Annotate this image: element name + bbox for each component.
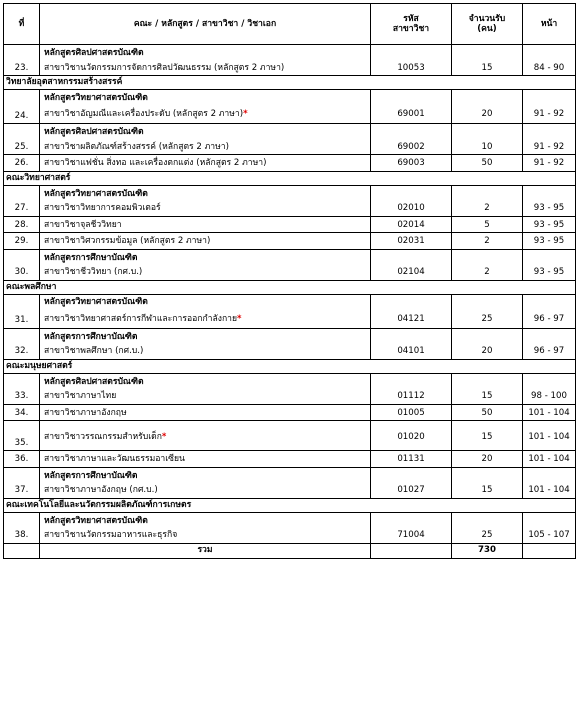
header-no: ที่: [4, 4, 40, 45]
page-range: 84 - 90: [533, 62, 565, 73]
page-range: 93 - 95: [533, 236, 565, 247]
faculty-row: [4, 498, 576, 512]
major-code: 01020: [397, 431, 425, 442]
seat-count: 50: [481, 407, 493, 418]
major-code: 01027: [397, 485, 425, 496]
program-type: หลักสูตรการศึกษาบัณฑิต: [44, 252, 138, 263]
note-asterisk: *: [243, 109, 248, 120]
page-range: 93 - 95: [533, 267, 565, 278]
seat-count: 2: [484, 236, 490, 247]
faculty-name: คณะวิทยาศาสตร์: [4, 171, 576, 185]
page-range: 101 - 104: [528, 485, 570, 496]
program-type: หลักสูตรการศึกษาบัณฑิต: [44, 331, 138, 342]
row-number: 36.: [14, 454, 29, 465]
major-name: สาขาวิชาผลิตภัณฑ์สร้างสรรค์ (หลักสูตร 2 ภาษา): [44, 141, 229, 152]
major-name: สาขาวิชาแฟชั่น สิ่งทอ และเครื่องตกแต่ง (หลักสูตร 2 ภาษา): [44, 158, 267, 169]
major-name: สาขาวิชาภาษาไทย: [44, 391, 117, 402]
total-label: รวม: [40, 543, 371, 558]
major-code: 01005: [397, 407, 425, 418]
major-code: 04121: [397, 313, 425, 324]
table-row: [4, 421, 576, 451]
seat-count: 25: [481, 530, 493, 541]
note-asterisk: *: [161, 431, 167, 442]
program-type: หลักสูตรวิทยาศาสตรบัณฑิต: [44, 515, 148, 526]
major-code: 04101: [397, 346, 425, 357]
table-row: [4, 45, 576, 76]
program-type: หลักสูตรวิทยาศาสตรบัณฑิต: [44, 188, 148, 199]
program-type: หลักสูตรศิลปศาสตรบัณฑิต: [44, 127, 144, 138]
header-program: คณะ / หลักสูตร / สาขาวิชา / วิชาเอก: [40, 4, 371, 45]
header-code: รหัส สาขาวิชา: [371, 4, 452, 45]
program-type: หลักสูตรศิลปศาสตรบัณฑิต: [44, 376, 144, 387]
seat-count: 10: [481, 141, 493, 152]
seat-count: 5: [484, 219, 490, 230]
major-code: 02014: [397, 219, 425, 230]
major-name: สาขาวิชาวิทยาการคอมพิวเตอร์: [44, 203, 161, 214]
major-code: 69003: [397, 158, 425, 169]
major-name: สาขาวิชาวิทยาศาสตร์การกีฬาและการออกกำลังกาย: [44, 313, 238, 324]
table-row: [4, 185, 576, 216]
program-type: หลักสูตรศิลปศาสตรบัณฑิต: [44, 48, 144, 59]
table-row: [4, 512, 576, 543]
major-name: สาขาวิชาภาษาอังกฤษ: [44, 407, 127, 418]
faculty-row: [4, 171, 576, 185]
program-type: หลักสูตรวิทยาศาสตรบัณฑิต: [44, 92, 148, 103]
table-row: [4, 216, 576, 233]
table-row: [4, 233, 576, 250]
major-code: 01131: [397, 454, 425, 465]
table-row: [4, 451, 576, 468]
admission-table-page: [3, 3, 575, 559]
seat-count: 15: [481, 62, 493, 73]
major-name: สาขาวิชาภาษาอังกฤษ (กศ.บ.): [44, 485, 158, 496]
page-range: 91 - 92: [533, 109, 565, 120]
row-number: 37.: [14, 485, 29, 496]
major-code: 02104: [397, 267, 425, 278]
row-number: 27.: [14, 203, 29, 214]
table-row: [4, 249, 576, 280]
major-name: สาขาวิชาวรรณกรรมสำหรับเด็ก: [44, 431, 162, 442]
total-row: [4, 543, 576, 558]
page-range: 96 - 97: [533, 346, 565, 357]
faculty-row: [4, 76, 576, 90]
row-number: 38.: [14, 530, 29, 541]
table-body: [4, 45, 576, 544]
seat-count: 20: [481, 109, 493, 120]
major-code: 01112: [397, 391, 425, 402]
faculty-name: คณะมนุษยศาสตร์: [4, 359, 576, 373]
row-number: 34.: [14, 407, 29, 418]
table-row: [4, 467, 576, 498]
major-name: สาขาวิชาจุลชีววิทยา: [44, 219, 122, 230]
seat-count: 50: [481, 158, 493, 169]
page-range: 93 - 95: [533, 219, 565, 230]
page-range: 98 - 100: [531, 391, 567, 402]
table-header-row: [4, 4, 576, 45]
faculty-row: [4, 280, 576, 294]
table-row: [4, 124, 576, 155]
page-range: 91 - 92: [533, 158, 565, 169]
seat-count: 20: [481, 346, 493, 357]
page-range: 93 - 95: [533, 203, 565, 214]
seat-count: 15: [481, 485, 493, 496]
seat-count: 2: [484, 267, 490, 278]
page-range: 105 - 107: [528, 530, 570, 541]
table-row: [4, 294, 576, 328]
row-number: 23.: [14, 62, 29, 73]
seat-count: 15: [481, 391, 493, 402]
table-row: [4, 404, 576, 421]
faculty-name: คณะเทคโนโลยีและนวัตกรรมผลิตภัณฑ์การเกษตร: [4, 498, 576, 512]
row-number: 35.: [14, 437, 29, 448]
row-number: 24.: [14, 110, 29, 121]
major-name: สาขาวิชาวิศวกรรมข้อมูล (หลักสูตร 2 ภาษา): [44, 236, 211, 247]
row-number: 26.: [14, 158, 29, 169]
header-page: หน้า: [523, 4, 576, 45]
row-number: 32.: [14, 346, 29, 357]
seat-count: 15: [481, 431, 493, 442]
row-number: 29.: [14, 236, 29, 247]
program-type: หลักสูตรการศึกษาบัณฑิต: [44, 470, 138, 481]
major-code: 02031: [397, 236, 425, 247]
major-name: สาขาวิชาภาษาและวัฒนธรรมอาเซียน: [44, 454, 185, 465]
table-row: [4, 373, 576, 404]
page-range: 91 - 92: [533, 141, 565, 152]
row-number: 31.: [14, 315, 29, 326]
table-row: [4, 155, 576, 172]
seat-count: 20: [481, 454, 493, 465]
program-type: หลักสูตรวิทยาศาสตรบัณฑิต: [44, 297, 148, 308]
page-range: 101 - 104: [528, 454, 570, 465]
seat-count: 25: [481, 313, 493, 324]
header-seats: จำนวนรับ (คน): [452, 4, 523, 45]
row-number: 30.: [14, 267, 29, 278]
note-asterisk: *: [237, 313, 242, 324]
major-name: สาขาวิชาพลศึกษา (กศ.บ.): [44, 346, 144, 357]
faculty-name: วิทยาลัยอุตสาหกรรมสร้างสรรค์: [4, 76, 576, 90]
page-range: 101 - 104: [528, 407, 570, 418]
major-code: 69002: [397, 141, 425, 152]
table-row: [4, 90, 576, 124]
row-number: 25.: [14, 141, 29, 152]
major-code: 71004: [397, 530, 425, 541]
faculty-row: [4, 359, 576, 373]
row-number: 33.: [14, 391, 29, 402]
admission-table: [3, 3, 576, 559]
page-range: 101 - 104: [528, 431, 570, 442]
major-name: สาขาวิชาอัญมณีและเครื่องประดับ (หลักสูตร 2 ภาษา): [44, 109, 244, 120]
major-name: สาขาวิชานวัตกรรมอาหารและธุรกิจ: [44, 530, 178, 541]
major-name: สาขาวิชานวัตกรรมการจัดการศิลปวัฒนธรรม (หลักสูตร 2 ภาษา): [44, 62, 285, 73]
page-range: 96 - 97: [533, 313, 565, 324]
major-code: 69001: [397, 109, 425, 120]
major-code: 10053: [397, 62, 425, 73]
major-code: 02010: [397, 203, 425, 214]
table-row: [4, 328, 576, 359]
seat-count: 2: [484, 203, 490, 214]
faculty-name: คณะพลศึกษา: [4, 280, 576, 294]
total-seats: 730: [452, 543, 523, 558]
major-name: สาขาวิชาชีววิทยา (กศ.บ.): [44, 267, 143, 278]
row-number: 28.: [14, 219, 29, 230]
